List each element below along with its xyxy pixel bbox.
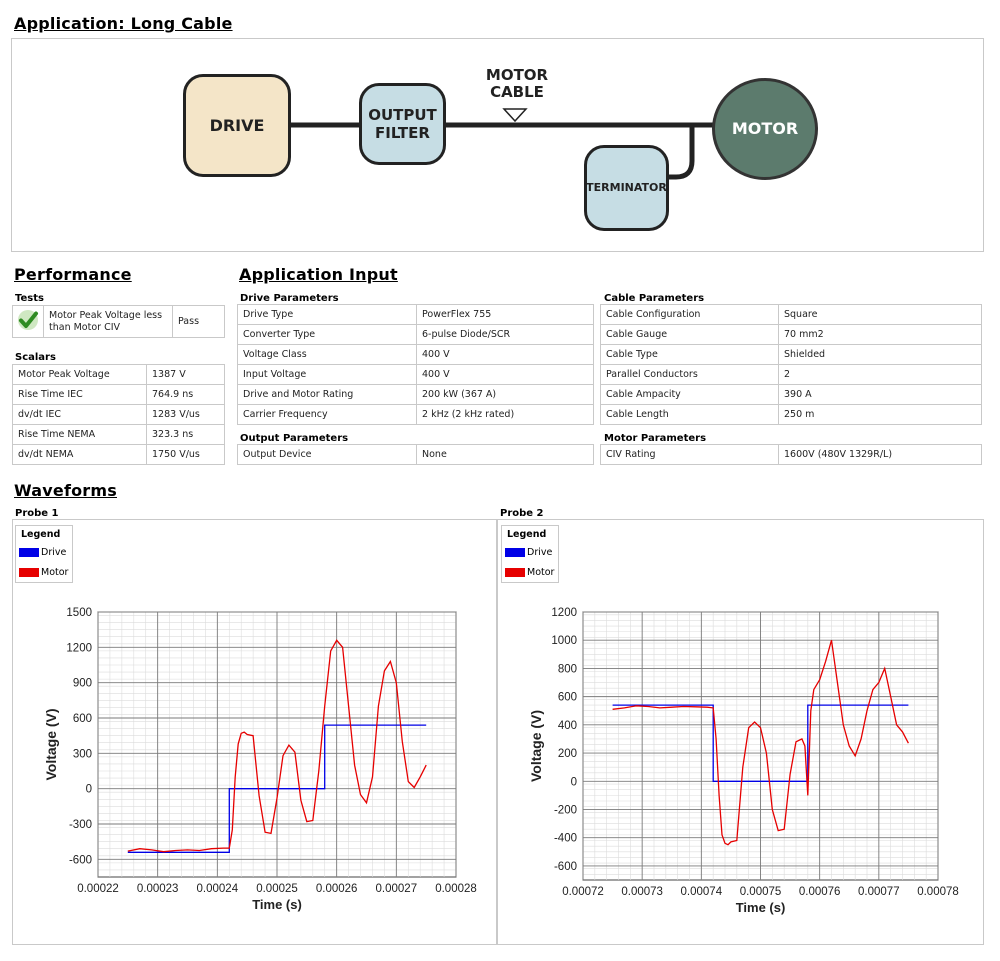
param-label: Converter Type <box>238 325 417 345</box>
y-axis-label: Voltage (V) <box>43 708 59 781</box>
table-row <box>13 405 225 425</box>
legend-swatch-drive <box>19 548 39 557</box>
output-filter-label-line2: FILTER <box>375 124 430 142</box>
table-row <box>13 385 225 405</box>
scalar-label: Rise Time NEMA <box>13 425 147 445</box>
legend-item-drive <box>16 542 72 562</box>
y-tick-label: -600 <box>553 860 577 873</box>
legend-title: Legend <box>21 529 61 540</box>
probe2-chart <box>499 600 979 920</box>
table-row <box>601 345 982 365</box>
scalar-label: dv/dt NEMA <box>13 445 147 465</box>
legend-label: Motor <box>41 566 69 578</box>
table-row <box>238 305 594 325</box>
application-title: Application: Long Cable <box>14 14 233 33</box>
legend-swatch-motor <box>19 568 39 577</box>
probe2-title: Probe 2 <box>500 508 544 519</box>
scalars-table <box>12 364 225 465</box>
drive-block <box>183 74 291 177</box>
param-label: Cable Gauge <box>601 325 779 345</box>
legend-swatch-drive <box>505 548 525 557</box>
scalar-label: Motor Peak Voltage <box>13 365 147 385</box>
param-label: CIV Rating <box>601 445 779 465</box>
x-tick-label: 0.00075 <box>739 886 782 898</box>
param-label: Cable Ampacity <box>601 385 779 405</box>
param-label: Cable Configuration <box>601 305 779 325</box>
y-tick-label: 1200 <box>551 607 577 619</box>
check-icon <box>13 306 44 338</box>
output-filter-block <box>359 83 446 165</box>
param-value: 2 kHz (2 kHz rated) <box>417 405 594 425</box>
scalar-value: 1387 V <box>147 365 225 385</box>
legend-swatch-motor <box>505 568 525 577</box>
drive-parameters-title: Drive Parameters <box>240 293 339 304</box>
scalar-value: 323.3 ns <box>147 425 225 445</box>
param-label: Drive and Motor Rating <box>238 385 417 405</box>
param-value: 400 V <box>417 345 594 365</box>
table-row <box>601 305 982 325</box>
motor-block <box>712 78 818 180</box>
param-value: 1600V (480V 1329R/L) <box>779 445 982 465</box>
table-row <box>601 405 982 425</box>
table-row <box>601 365 982 385</box>
param-label: Output Device <box>238 445 417 465</box>
y-tick-label: 400 <box>557 719 577 732</box>
legend-label: Motor <box>527 566 555 578</box>
x-tick-label: 0.00022 <box>77 883 119 895</box>
drive-parameters-table <box>237 304 594 425</box>
test-name: Motor Peak Voltage less than Motor CIV <box>44 306 173 338</box>
probe2-legend <box>501 525 559 583</box>
table-row <box>238 445 594 465</box>
tests-table <box>12 305 225 338</box>
x-tick-label: 0.00078 <box>917 886 959 898</box>
y-tick-label: 1500 <box>66 607 92 619</box>
drive-label: DRIVE <box>209 115 265 135</box>
motor-cable-label-line2: CABLE <box>490 83 544 101</box>
x-tick-label: 0.00028 <box>435 883 477 895</box>
motor-label: MOTOR <box>731 119 799 138</box>
motor-parameters-title: Motor Parameters <box>604 433 707 444</box>
param-value: 250 m <box>779 405 982 425</box>
x-axis-label: Time (s) <box>735 900 786 915</box>
x-tick-label: 0.00074 <box>680 886 723 898</box>
y-tick-label: 600 <box>557 691 577 704</box>
legend-title: Legend <box>507 529 547 540</box>
y-tick-label: 300 <box>72 748 92 761</box>
param-label: Voltage Class <box>238 345 417 365</box>
cable-marker-icon <box>504 109 526 121</box>
y-tick-label: 800 <box>557 663 577 676</box>
table-row <box>238 405 594 425</box>
motor-parameters-table <box>600 444 982 465</box>
scalars-title: Scalars <box>15 352 56 363</box>
scalar-value: 764.9 ns <box>147 385 225 405</box>
table-row <box>13 445 225 465</box>
y-tick-label: 900 <box>72 677 92 690</box>
param-value: PowerFlex 755 <box>417 305 594 325</box>
scalar-label: dv/dt IEC <box>13 405 147 425</box>
param-label: Carrier Frequency <box>238 405 417 425</box>
x-tick-label: 0.00073 <box>621 886 663 898</box>
output-parameters-table <box>237 444 594 465</box>
y-tick-label: 1000 <box>551 635 577 648</box>
output-parameters-title: Output Parameters <box>240 433 349 444</box>
cable-parameters-table <box>600 304 982 425</box>
table-row <box>238 385 594 405</box>
x-tick-label: 0.00077 <box>858 886 900 898</box>
waveforms-heading: Waveforms <box>14 481 117 500</box>
scalar-value: 1283 V/us <box>147 405 225 425</box>
table-row <box>601 385 982 405</box>
param-value: 200 kW (367 A) <box>417 385 594 405</box>
table-row <box>13 425 225 445</box>
y-tick-label: -600 <box>68 854 92 867</box>
y-tick-label: 200 <box>557 748 577 761</box>
legend-label: Drive <box>41 546 67 558</box>
param-value: Square <box>779 305 982 325</box>
param-value: 2 <box>779 365 982 385</box>
param-value: None <box>417 445 594 465</box>
terminator-block <box>584 145 669 231</box>
y-tick-label: 0 <box>570 776 577 789</box>
param-label: Input Voltage <box>238 365 417 385</box>
y-tick-label: -300 <box>68 819 92 831</box>
x-tick-label: 0.00076 <box>798 886 841 898</box>
y-axis-label: Voltage (V) <box>528 709 544 783</box>
cable-parameters-title: Cable Parameters <box>604 293 705 304</box>
table-row <box>13 306 225 338</box>
x-tick-label: 0.00027 <box>375 883 418 895</box>
table-row <box>13 365 225 385</box>
table-row <box>238 325 594 345</box>
table-row <box>238 365 594 385</box>
output-filter-label-line1: OUTPUT <box>368 106 437 124</box>
param-value: Shielded <box>779 345 982 365</box>
param-value: 390 A <box>779 385 982 405</box>
y-tick-label: 0 <box>85 783 92 796</box>
x-tick-label: 0.00026 <box>315 883 358 895</box>
param-label: Parallel Conductors <box>601 365 779 385</box>
probe1-legend <box>15 525 73 583</box>
application-diagram <box>11 38 984 252</box>
test-result: Pass <box>173 306 225 338</box>
x-tick-label: 0.00024 <box>196 883 239 895</box>
legend-item-motor <box>502 562 558 582</box>
legend-item-motor <box>16 562 72 582</box>
application-input-heading: Application Input <box>239 265 398 284</box>
terminator-label: TERMINATOR <box>586 181 667 194</box>
table-row <box>238 345 594 365</box>
y-tick-label: 1200 <box>66 642 92 655</box>
legend-item-drive <box>502 542 558 562</box>
table-row <box>601 445 982 465</box>
performance-heading: Performance <box>14 265 132 284</box>
scalar-label: Rise Time IEC <box>13 385 147 405</box>
y-tick-label: -400 <box>553 832 577 845</box>
y-tick-label: 600 <box>72 713 92 725</box>
param-label: Drive Type <box>238 305 417 325</box>
param-value: 6-pulse Diode/SCR <box>417 325 594 345</box>
y-tick-label: -200 <box>553 804 577 817</box>
x-tick-label: 0.00023 <box>136 883 179 895</box>
tests-title: Tests <box>15 293 44 304</box>
table-row <box>601 325 982 345</box>
probe1-chart <box>14 600 494 920</box>
probe1-title: Probe 1 <box>15 508 59 519</box>
param-label: Cable Type <box>601 345 779 365</box>
param-value: 70 mm2 <box>779 325 982 345</box>
param-value: 400 V <box>417 365 594 385</box>
scalar-value: 1750 V/us <box>147 445 225 465</box>
motor-cable-label-line1: MOTOR <box>485 66 549 84</box>
x-tick-label: 0.00025 <box>256 883 298 895</box>
motor-cable-label <box>480 67 554 101</box>
legend-label: Drive <box>527 546 553 558</box>
param-label: Cable Length <box>601 405 779 425</box>
x-tick-label: 0.00072 <box>562 886 604 898</box>
x-axis-label: Time (s) <box>252 897 302 912</box>
